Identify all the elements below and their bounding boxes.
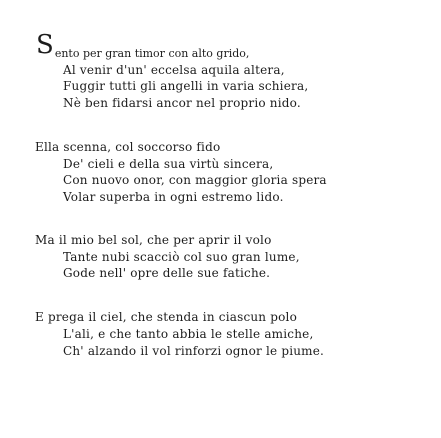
- verse-line: Ella scenna, col soccorso fido: [35, 140, 221, 154]
- verse-line: ento per gran timor con alto grido,: [54, 47, 250, 60]
- verse-line: Fuggir tutti gli angelli in varia schiera,: [63, 79, 309, 93]
- verse-line: Nè ben fidarsi ancor nel proprio nido.: [63, 96, 301, 110]
- drop-cap-letter: S: [36, 30, 54, 60]
- verse-line: Volar superba in ogni estremo lido.: [63, 190, 284, 204]
- verse-line: E prega il ciel, che stenda in ciascun polo: [35, 310, 298, 324]
- verse-line: De' cieli e della sua virtù sincera,: [63, 157, 274, 171]
- verse-line: Ma il mio bel sol, che per aprir il volo: [35, 233, 272, 247]
- verse-line: L'ali, e che tanto abbia le stelle amiche,: [63, 327, 314, 341]
- verse-line: Gode nell' opre delle sue fatiche.: [63, 266, 271, 280]
- verse-line: Al venir d'un' eccelsa aquila altera,: [63, 63, 285, 77]
- verse-line: Tante nubi scacciò col suo gran lume,: [63, 250, 300, 264]
- verse-line: Ch' alzando il vol rinforzi ognor le piume.: [63, 344, 325, 358]
- stanza-1-first-line: [36, 30, 250, 60]
- verse-line: Con nuovo onor, con maggior gloria spera: [63, 173, 327, 187]
